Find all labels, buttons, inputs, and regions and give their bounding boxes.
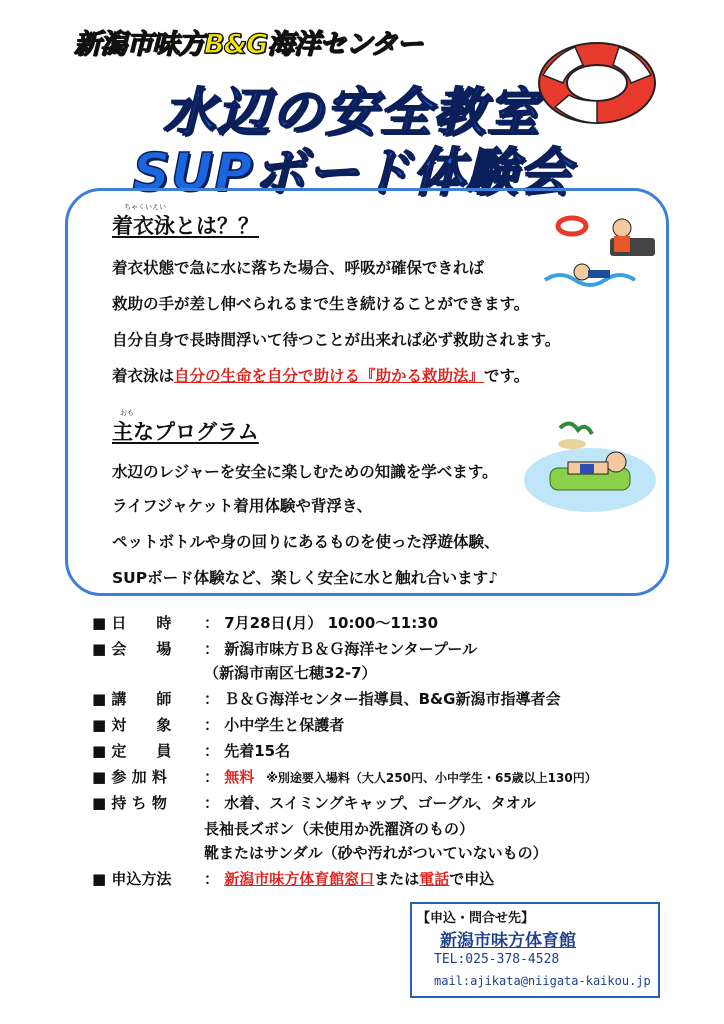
contact-label: 【申込・問合せ先】 — [417, 911, 535, 926]
info-apply — [92, 868, 495, 889]
info-items — [92, 792, 536, 813]
apply-or: または — [374, 870, 420, 888]
section1-line-3: 自分自身で長時間浮いて待つことが出来れば必ず救助されます。 — [112, 331, 561, 349]
venue-address: （新潟市南区七穂32-7） — [204, 664, 377, 682]
section2-line-1: 水辺のレジャーを安全に楽しむための知識を学べます。 — [112, 463, 498, 481]
section2-line-4: SUPボード体験など、楽しく安全に水と触れ合います♪ — [112, 569, 499, 587]
section2-line-2: ライフジャケット着用体験や背浮き、 — [112, 497, 373, 515]
date-label: ■ 日 時 — [92, 614, 172, 632]
section2-line-3: ペットボトルや身の回りにあるものを使った浮遊体験、 — [112, 533, 500, 551]
heading-ruby: ちゃくいえい — [124, 203, 166, 211]
line4-emphasis: 自分の生命を自分で助ける『助かる救助法』 — [174, 367, 485, 385]
info-date — [92, 612, 439, 633]
apply-end: で申込 — [449, 870, 495, 888]
instructor-label: ■ 講 師 — [92, 690, 172, 708]
capacity-value: ： 先着15名 — [204, 742, 291, 760]
fee-colon: ： — [204, 768, 225, 786]
instructor-value: ： Ｂ＆Ｇ海洋センター指導員、B&G新潟市指導者会 — [204, 690, 561, 708]
fee-note: ※別途要入場料（大人250円、小中学生・65歳以上130円） — [254, 771, 597, 785]
info-instructor — [92, 688, 561, 709]
section1-line-1: 着衣状態で急に水に落ちた場合、呼吸が確保できれば — [112, 259, 485, 277]
contact-tel[interactable]: TEL:025-378-4528 — [434, 952, 560, 967]
items-label: ■ 持 ち 物 — [92, 794, 167, 812]
items-sub-1: 長袖長ズボン（未使用か洗濯済のもの） — [204, 820, 475, 838]
fee-free: 無料 — [224, 768, 255, 786]
org-name: 新潟市味方B&G海洋センター — [74, 29, 423, 60]
floating-illustration-icon — [520, 418, 660, 518]
contact-box — [410, 902, 660, 998]
info-target — [92, 714, 345, 735]
apply-phone: 電話 — [419, 870, 450, 888]
section1-line-2: 救助の手が差し伸べられるまで生き続けることができます。 — [112, 295, 530, 313]
apply-label: ■ 申込方法 — [92, 870, 172, 888]
fee-label: ■ 参 加 料 — [92, 768, 167, 786]
section1-line-4 — [112, 364, 529, 386]
heading-ruby-2: おも — [120, 409, 134, 417]
venue-value: ： 新潟市味方Ｂ＆Ｇ海洋センタープール — [204, 640, 478, 658]
life-ring-icon — [535, 35, 660, 130]
page-subtitle: SUPボード体験会 — [132, 143, 572, 203]
date-value: ： 7月28日(月） 10:00～11:30 — [204, 614, 439, 632]
info-capacity — [92, 740, 291, 761]
section-heading-chakuiei: 着衣泳とは？？ — [112, 214, 259, 238]
apply-window: 新潟市味方体育館窓口 — [224, 870, 375, 888]
rescue-illustration-icon — [540, 208, 660, 298]
info-fee — [92, 766, 597, 787]
items-value: ： 水着、スイミングキャップ、ゴーグル、タオル — [204, 794, 536, 812]
capacity-label: ■ 定 員 — [92, 742, 172, 760]
apply-colon: ： — [204, 870, 225, 888]
info-venue — [92, 638, 478, 659]
target-label: ■ 対 象 — [92, 716, 172, 734]
line4-suffix: です。 — [484, 367, 530, 385]
section-heading-program: 主なプログラム — [112, 420, 259, 444]
line4-prefix: 着衣泳は — [112, 367, 175, 385]
page-title: 水辺の安全教室 — [162, 83, 541, 143]
venue-label: ■ 会 場 — [92, 640, 172, 658]
items-sub-2: 靴またはサンダル（砂や汚れがついていないもの） — [204, 844, 548, 862]
contact-name: 新潟市味方体育館 — [440, 931, 576, 951]
target-value: ： 小中学生と保護者 — [204, 716, 345, 734]
contact-mail[interactable]: mail:ajikata@niigata-kaikou.jp — [434, 974, 651, 988]
